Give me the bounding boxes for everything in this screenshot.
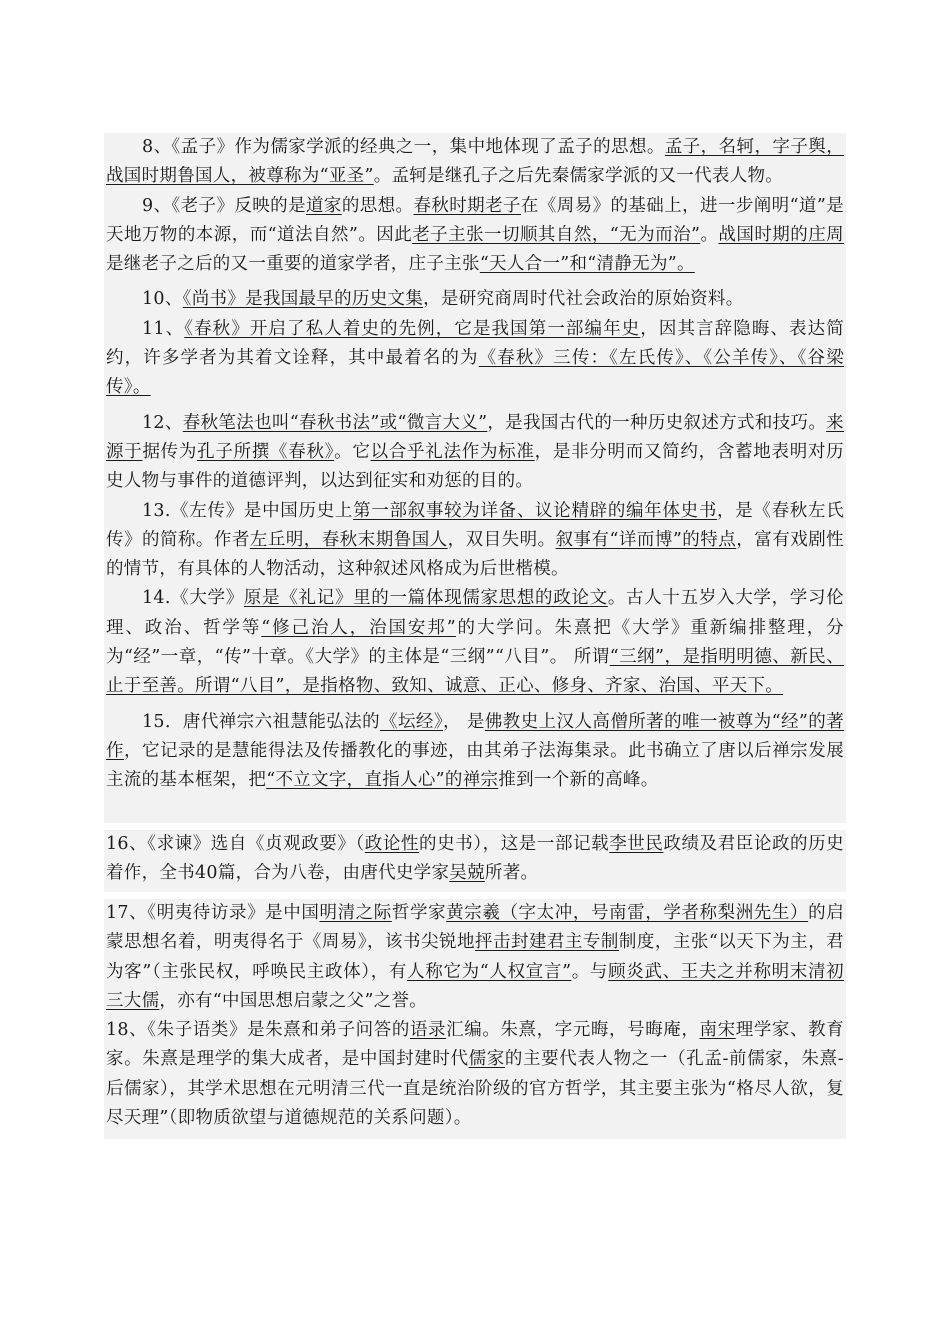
underlined-text: 春秋笔法也叫“春秋书法”或“微言大义” <box>182 412 488 433</box>
underlined-text: 顾炎武、王夫之并称明末清初三大儒 <box>106 961 844 1011</box>
underlined-text: 春秋时期老子 <box>413 195 521 216</box>
underlined-text: 《春秋》三传：《左氏传》、《公羊传》、《谷梁传》。 <box>106 348 844 398</box>
paragraph-text: ，是《春秋左氏传》的简称。作者 <box>106 500 844 550</box>
paragraph-text: 政绩及君臣论政的历史着作，全书40篇，合为八卷，由唐代史学家 <box>106 834 844 884</box>
paragraph-text: 的思想。 <box>341 195 414 216</box>
paragraph <box>104 830 846 889</box>
underlined-text: 孟子，名轲，字子舆，战国时期鲁国人，被尊称为“亚圣” <box>106 137 844 187</box>
paragraph-text: 推到一个新的高峰。 <box>498 770 659 791</box>
paragraph-text: 的史书），这是一部记载 <box>419 834 610 854</box>
text-block-item-16 <box>104 830 846 892</box>
paragraph-text: 10、 <box>142 289 183 310</box>
underlined-text: 李世民 <box>609 834 664 854</box>
paragraph-text: ，富有戏剧性的情节，有具体的人物活动，这种叙述风格成为后世楷模。 <box>106 529 844 580</box>
paragraph-text: 的大学问。朱熹把《大学》重新编排整理，分为“经”一章，“传”十章。《大学》的主体是“三纲”“八目”。 所谓 <box>106 617 844 668</box>
underlined-text: 《春秋》开启了私人着史的先例，它是我国第一部编年史 <box>184 318 641 339</box>
paragraph <box>104 285 846 314</box>
paragraph-text: ，是研究商周时代社会政治的原始资料。 <box>423 289 744 310</box>
paragraph-text: 。 <box>700 224 719 245</box>
underlined-text: 《坛经》 <box>380 711 444 732</box>
underlined-text: 左丘明，春秋末期鲁国人 <box>249 529 448 550</box>
paragraph-text: 在《周易》的基础上，进一步阐明“道”是天地万物的本源，而“道法自然”。因此 <box>106 195 844 245</box>
underlined-text: 语录 <box>409 1020 447 1041</box>
underlined-text: 战国时期的庄周 <box>718 224 844 245</box>
paragraph-text: ， 是 <box>443 711 485 732</box>
paragraph <box>104 409 846 497</box>
paragraph-text: 13.《左传》是中国历史上 <box>142 500 354 521</box>
paragraph-text: 的启蒙思想名着，明夷得名于《周易》，该书尖锐地 <box>106 903 845 953</box>
underlined-text: 老子主张一切顺其自然，“无为而治” <box>412 224 701 245</box>
paragraph-text: 的主要代表人物之一（孔孟-前儒家，朱熹-后儒家），其学术思想在元明清三代一直是统治阶级的官方哲学，其主要主张为“格尽人欲，复尽天理”（即物质欲望与道德规范的关系问题）。 <box>106 1049 845 1129</box>
underlined-text: 以合乎礼法作为标准 <box>370 441 535 462</box>
paragraph-text: 制度，主张“以天下为主，君为客”（主张民权，呼唤民主政体），有 <box>106 932 844 982</box>
paragraph-text: 汇编。朱熹，字元晦，号晦庵， <box>446 1020 700 1041</box>
underlined-text: 政论性 <box>364 834 420 854</box>
paragraph-text: 。孟轲是继孔子之后先秦儒家学派的又一代表人物。 <box>373 166 784 187</box>
paragraph-text: 据传为 <box>142 441 198 462</box>
underlined-text: 儒家 <box>468 1049 505 1070</box>
paragraph-text: 哲学家 <box>391 903 447 923</box>
underlined-text: “不立文字，直指人心”的禅宗 <box>266 770 499 791</box>
paragraph-text: 8、《孟子》作为儒家学派的经典之一，集中地体现了孟子的思想。 <box>142 137 665 157</box>
paragraph-text: 。它 <box>334 441 371 462</box>
underlined-text: 明清之际 <box>319 903 392 923</box>
paragraph-text: 16、《求谏》选自《贞观政要》（ <box>106 834 365 854</box>
paragraph-text: 。与 <box>571 961 609 982</box>
underlined-text: “修己治人，治国安邦” <box>261 617 456 638</box>
underlined-text: “三纲”，是指明明德、新民、止于至善。所谓“八目”，是指格物、致知、诚意、正心、修身、齐家、治国、平天下。 <box>106 647 844 697</box>
paragraph-text: ，亦有“中国思想启蒙之父”之誉。 <box>159 990 428 1011</box>
paragraph-text: ，双目失明。 <box>447 529 556 550</box>
paragraph-text: 18、《朱子语类》是朱熹和弟子问答的 <box>106 1020 410 1041</box>
paragraph-text: ，因其言辞隐晦、表达简约，许多学者为其着文诠释，其中最着名的为 <box>106 318 844 369</box>
paragraph-text: 11、 <box>142 318 185 339</box>
underlined-text: 第一部叙事较为详备、议论精辟的编年体史书 <box>353 500 718 521</box>
underlined-text: 孔子所撰《春秋》 <box>197 441 335 462</box>
text-block-items-8-15 <box>104 133 846 823</box>
paragraph <box>104 315 846 403</box>
underlined-text: “天人合一”和“清静无为”。 <box>479 254 695 275</box>
underlined-text: 抨击封建君主专制 <box>474 932 619 953</box>
paragraph-text: ，是我国古代的一种历史叙述方式和技巧。 <box>487 412 827 433</box>
underlined-text: 《尚书》是我国最早的历史文集 <box>182 289 424 310</box>
underlined-text: 佛教史上汉人高僧所著的唯一被尊为“经”的著作 <box>106 711 845 761</box>
paragraph-text: 是继老子之后的又一重要的道家学者，庄子主张 <box>106 254 480 275</box>
text-block-items-17-18 <box>104 899 846 1139</box>
paragraph <box>104 497 846 585</box>
paragraph-text: 12、 <box>142 412 183 433</box>
paragraph-text: 所著。 <box>484 863 539 884</box>
paragraph <box>104 192 846 280</box>
underlined-text: 南宋 <box>699 1020 736 1041</box>
paragraph <box>104 133 846 192</box>
paragraph <box>104 708 846 796</box>
paragraph-text: 理学家、教育家。朱熹是理学的集大成者，是中国封建时代 <box>106 1020 844 1070</box>
paragraph <box>104 1016 846 1133</box>
underlined-text: 原是《礼记》里的一篇体现儒家思想的政论文 <box>243 588 608 609</box>
paragraph-text: 15．唐代禅宗六祖慧能弘法的 <box>142 711 381 732</box>
paragraph <box>104 899 846 1016</box>
paragraph-text: ，它记录的是慧能得法及传播教化的事迹，由其弟子法海集录。此书确立了唐以后禅宗发展主流的基本框架，把 <box>106 740 844 791</box>
underlined-text: 叙事有“详而博”的特点 <box>555 529 737 550</box>
underlined-text: 黄宗羲（字太冲，号南雷，学者称梨洲先生） <box>446 903 809 923</box>
paragraph-text: ，是非分明而又简约，含蓄地表明对历史人物与事件的道德评判，以达到征实和劝惩的目的。 <box>106 441 844 492</box>
paragraph-text: 17、《明夷待访录》是中国 <box>106 903 320 923</box>
underlined-text: 吴兢 <box>449 863 485 884</box>
underlined-text: 道家 <box>305 195 342 216</box>
paragraph-text: 14.《大学》 <box>142 588 244 609</box>
underlined-text: 人称它为“人权宣言” <box>407 961 572 982</box>
underlined-text: 来源于 <box>106 412 844 462</box>
paragraph-text: 。古人十五岁入大学，学习伦理、政治、哲学等 <box>106 588 844 638</box>
paragraph <box>104 584 846 701</box>
paragraph-text: 9、《老子》反映的是 <box>142 195 306 216</box>
